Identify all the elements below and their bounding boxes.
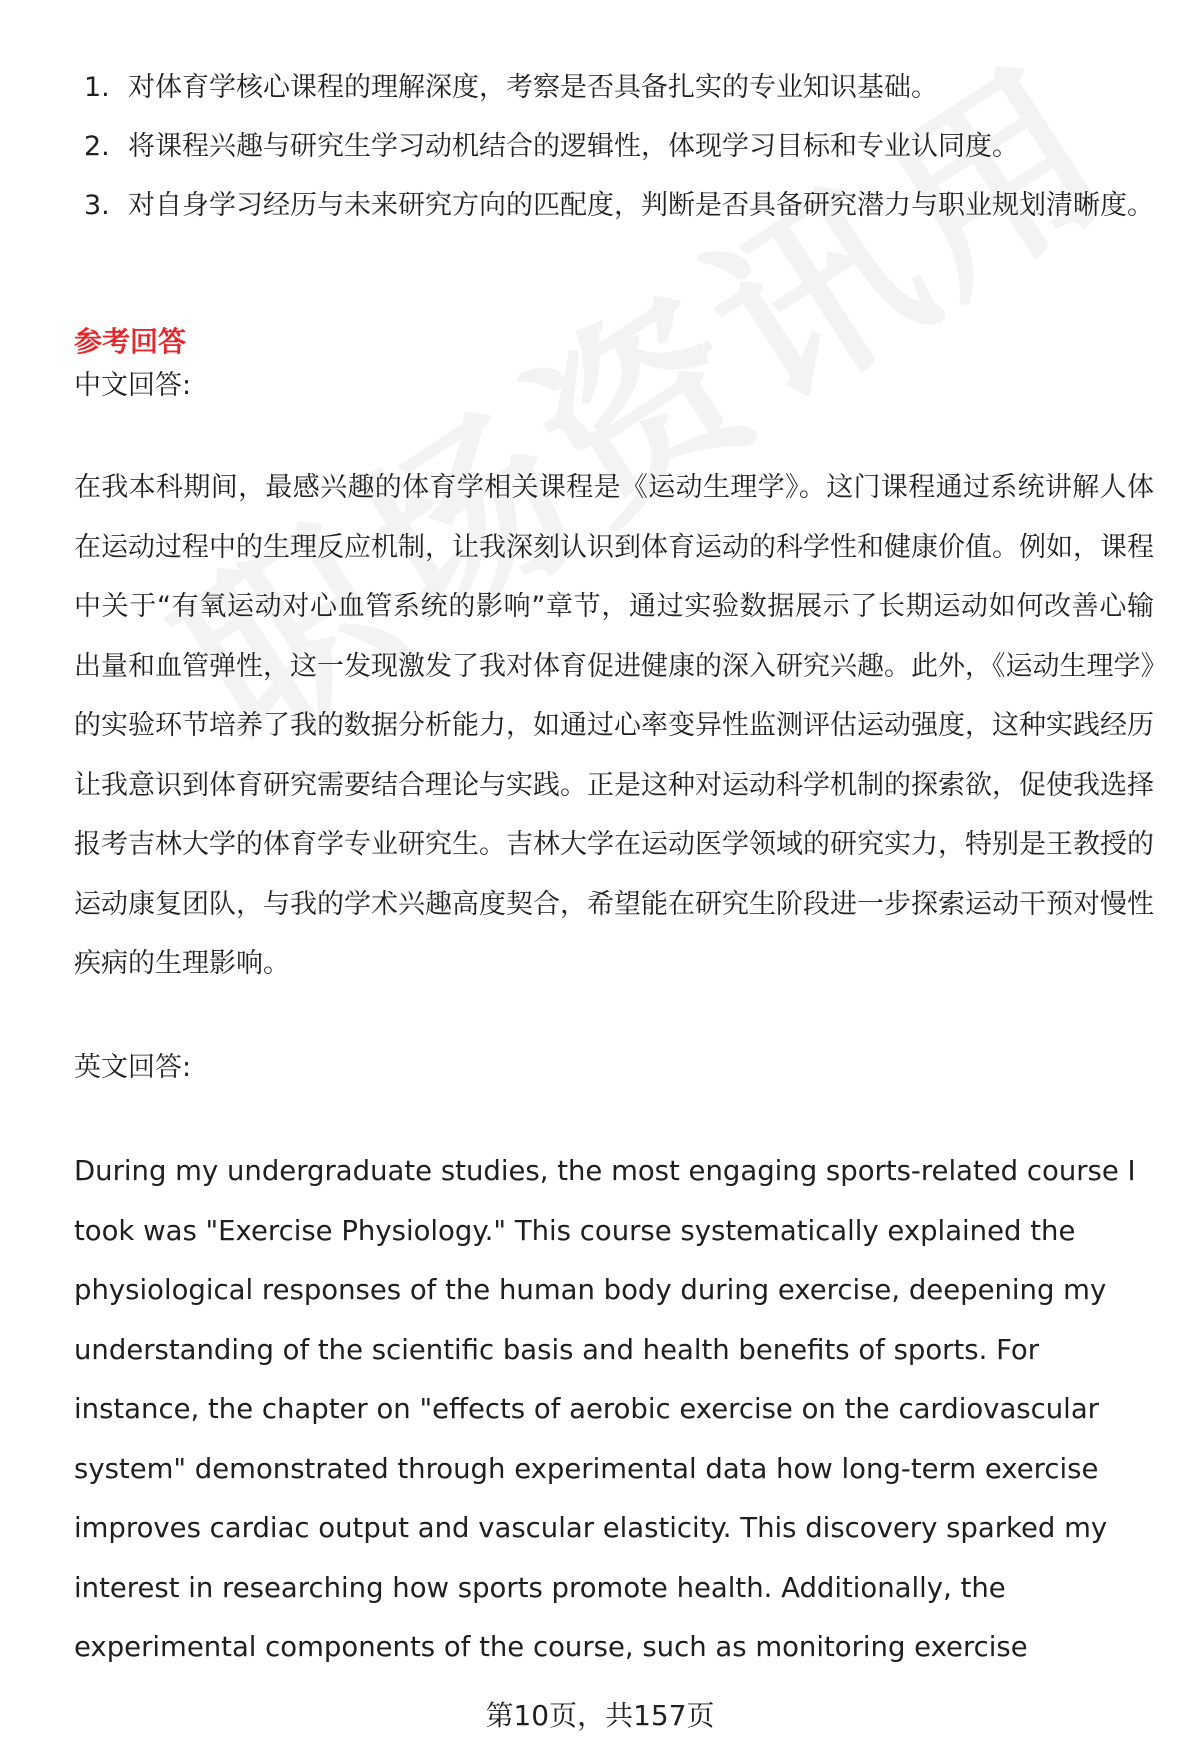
criteria-item-3 [74, 176, 1154, 235]
reference-answer-title: 参考回答 [74, 325, 187, 358]
criteria-text: 对体育学核心课程的理解深度，考察是否具备扎实的专业知识基础。 [128, 72, 938, 103]
english-answer-paragraph: During my undergraduate studies, the most engaging sports-related course I took was "Exercise Physiology." This course systematically explained the physiological responses of the human body during exercise, deepening my understanding of the scientific basis and health benefits of sports. For instance, the chapter on "effects of aerobic exercise on the cardiovascular system" demonstrated through experimental data how long-term exercise improves cardiac output and vascular elasticity. This discovery sparked my interest in researching how sports promote health. Additionally, the experimental components of the course, such as monitoring exercise [74, 1155, 1136, 1663]
criteria-text: 将课程兴趣与研究生学习动机结合的逻辑性，体现学习目标和专业认同度。 [128, 131, 1019, 162]
criteria-item-1 [74, 58, 1154, 117]
criteria-item-2 [74, 117, 1154, 176]
criteria-number: 1. [84, 72, 110, 103]
chinese-answer-heading: 中文回答: [74, 370, 192, 401]
page-number-footer: 第10页，共157页 [485, 1699, 715, 1732]
criteria-number: 2. [84, 131, 110, 162]
question-criteria-list [74, 58, 1154, 235]
chinese-answer-paragraph: 在我本科期间，最感兴趣的体育学相关课程是《运动生理学》。这门课程通过系统讲解人体在运动过程中的生理反应机制，让我深刻认识到体育运动的科学性和健康价值。例如，课程中关于“有氧运动对心血管系统的影响”章节，通过实验数据展示了长期运动如何改善心输出量和血管弹性，这一发现激发了我对体育促进健康的深入研究兴趣。此外，《运动生理学》的实验环节培养了我的数据分析能力，如通过心率变异性监测评估运动强度，这种实践经历让我意识到体育研究需要结合理论与实践。正是这种对运动科学机制的探索欲，促使我选择报考吉林大学的体育学专业研究生。吉林大学在运动医学领域的研究实力，特别是王教授的运动康复团队，与我的学术兴趣高度契合，希望能在研究生阶段进一步探索运动干预对慢性疾病的生理影响。 [74, 472, 1154, 979]
criteria-text: 对自身学习经历与未来研究方向的匹配度，判断是否具备研究潜力与职业规划清晰度。 [128, 190, 1154, 221]
criteria-number: 3. [84, 190, 110, 221]
english-answer-heading: 英文回答: [74, 1052, 192, 1083]
